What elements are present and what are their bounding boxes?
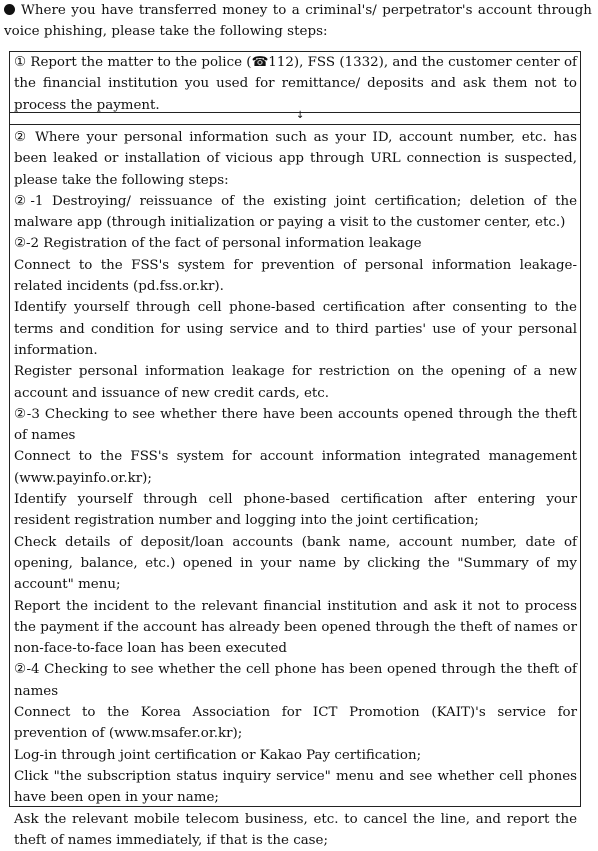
step2-3-line: Check details of deposit/loan accounts (bank name, account number, date of opening, balance, etc.) opened in your name by clicking the "Summary of my account" menu;	[14, 532, 577, 596]
step2-2-line: Identify yourself through cell phone-based certification after consenting to the terms and condition for using service and to third parties' use of your personal information.	[14, 297, 577, 361]
intro-text: Where you have transferred money to a criminal's/ perpetrator's account through voice phishing, please take the following steps:	[4, 3, 592, 39]
step2-box	[9, 124, 581, 807]
step2-4-line: Connect to the Korea Association for ICT Promotion (KAIT)'s service for prevention of (www.msafer.or.kr);	[14, 702, 577, 745]
step2-heading: ② Where your personal information such as your ID, account number, etc. has been leaked or installation of vicious app through URL connection is suspected, please take the following steps:	[14, 127, 577, 191]
step2-2-line: Connect to the FSS's system for prevention of personal information leakage-related incidents (pd.fss.or.kr).	[14, 255, 577, 298]
step2-4-line: Click "the subscription status inquiry service" menu and see whether cell phones have been open in your name;	[14, 766, 577, 809]
step1-text: ① Report the matter to the police (☎112), FSS (1332), and the customer center of the financial institution you used for remittance/ deposits and ask them not to process the payment.	[14, 55, 577, 113]
bullet-icon	[4, 4, 15, 15]
step2-4-heading: ②-4 Checking to see whether the cell phone has been opened through the theft of names	[14, 659, 577, 702]
step2-3-line: Identify yourself through cell phone-based certification after entering your resident registration number and logging into the joint certification;	[14, 489, 577, 532]
flow-connector	[9, 112, 581, 124]
step2-4-line: Ask the relevant mobile telecom business, etc. to cancel the line, and report the theft of names immediately, if that is the case;	[14, 809, 577, 851]
step2-3-line: Connect to the FSS's system for account information integrated management (www.payinfo.or.kr);	[14, 446, 577, 489]
step2-2-line: Register personal information leakage for restriction on the opening of a new account and issuance of new credit cards, etc.	[14, 361, 577, 404]
step1-box	[9, 51, 581, 113]
step2-1-heading: ②-1 Destroying/ reissuance of the existing joint certification; deletion of the malware app (through initialization or paying a visit to the customer center, etc.)	[14, 191, 577, 234]
intro-paragraph	[4, 0, 592, 43]
down-arrow-icon: ↓	[296, 109, 304, 123]
step2-2-heading: ②-2 Registration of the fact of personal information leakage	[14, 233, 577, 254]
step2-4-line: Log-in through joint certification or Kakao Pay certification;	[14, 745, 577, 766]
step2-3-line: Report the incident to the relevant financial institution and ask it not to process the payment if the account has already been opened through the theft of names or non-face-to-face loan has been executed	[14, 596, 577, 660]
step2-3-heading: ②-3 Checking to see whether there have been accounts opened through the theft of names	[14, 404, 577, 447]
